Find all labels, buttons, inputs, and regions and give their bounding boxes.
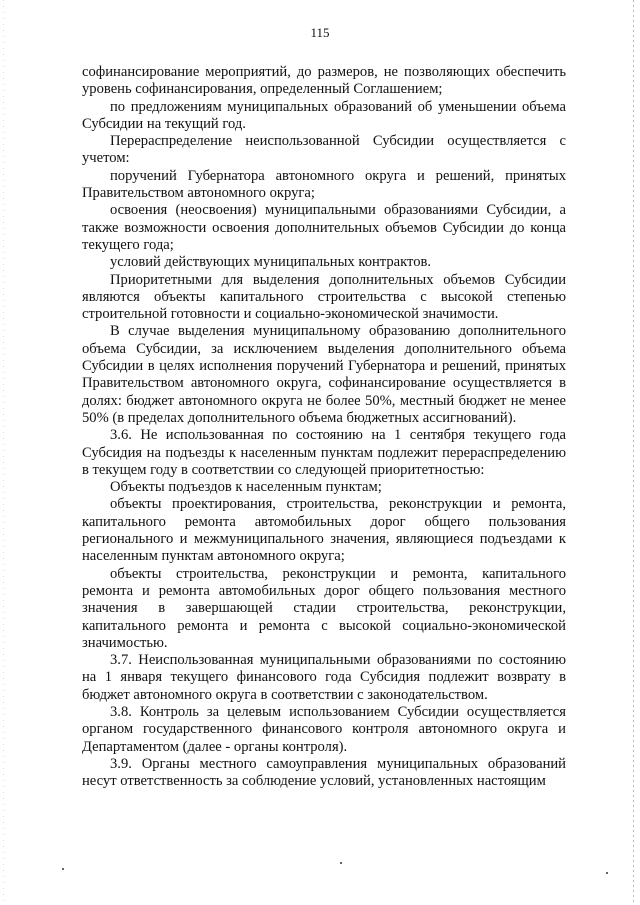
paragraph: объекты строительства, реконструкции и ремонта, капитального ремонта и ремонта автомобильных дорог общего пользования местного значения в завершающей стадии строительства, реконструкции, капитального ремонта и ремонта с высокой социально-экономической значимостью. [82, 565, 566, 651]
scan-speck [606, 872, 608, 874]
document-body [82, 64, 566, 790]
paragraph: 3.8. Контроль за целевым использованием Субсидии осуществляется органом государственного финансового контроля автономного округа и Департаментом (далее - органы контроля). [82, 703, 566, 755]
paragraph: Объекты подъездов к населенным пунктам; [110, 479, 382, 496]
paragraph: В случае выделения муниципальному образованию дополнительного объема Субсидии, за исключением выделения дополнительного объема Субсидии в целях исполнения поручений Губернатора и решений, принятых Правительством автономного округа, софинансирование осуществляется в долях: бюджет автономного округа не более 50%, местный бюджет не менее 50% (в пределах дополнительного объема бюджетных ассигнований). [82, 323, 566, 426]
scan-edge-left [3, 0, 4, 905]
scan-speck [62, 868, 64, 870]
paragraph: объекты проектирования, строительства, реконструкции и ремонта, капитального ремонта автомобильных дорог общего пользования регионального и межмуниципального значения, являющиеся подъездами к населенным пунктам автономного округа; [82, 496, 566, 565]
paragraph: 3.7. Неиспользованная муниципальными образованиями по состоянию на 1 января текущего финансового года Субсидия подлежит возврату в бюджет автономного округа в соответствии с законодательством. [82, 652, 566, 703]
paragraph: по предложениям муниципальных образований об уменьшении объема Субсидии на текущий год. [82, 98, 566, 132]
paragraph: освоения (неосвоения) муниципальными образованиями Субсидии, а также возможности освоения дополнительных объемов Субсидии до конца текущего года; [82, 202, 566, 253]
paragraph: 3.6. Не использованная по состоянию на 1 сентября текущего года Субсидия на подъезды к населенным пунктам подлежит перераспределению в текущем году в соответствии со следующей приоритетностью: [82, 427, 566, 478]
scan-edge-right [633, 0, 634, 905]
paragraph: 3.9. Органы местного самоуправления муниципальных образований несут ответственность за соблюдение условий, установленных настоящим [82, 755, 566, 790]
page-number: 115 [310, 25, 330, 40]
paragraph: софинансирование мероприятий, до размеров, не позволяющих обеспечить уровень софинансирования, определенный Соглашением; [82, 64, 566, 98]
paragraph: Перераспределение неиспользованной Субсидии осуществляется с учетом: [82, 133, 566, 167]
paragraph: условий действующих муниципальных контрактов. [110, 254, 432, 271]
paragraph: поручений Губернатора автономного округа и решений, принятых Правительством автономного округа; [82, 167, 566, 202]
paragraph: Приоритетными для выделения дополнительных объемов Субсидии являются объекты капитального строительства с высокой степенью строительной готовности и социально-экономической значимости. [82, 271, 566, 323]
scan-speck [340, 862, 342, 864]
